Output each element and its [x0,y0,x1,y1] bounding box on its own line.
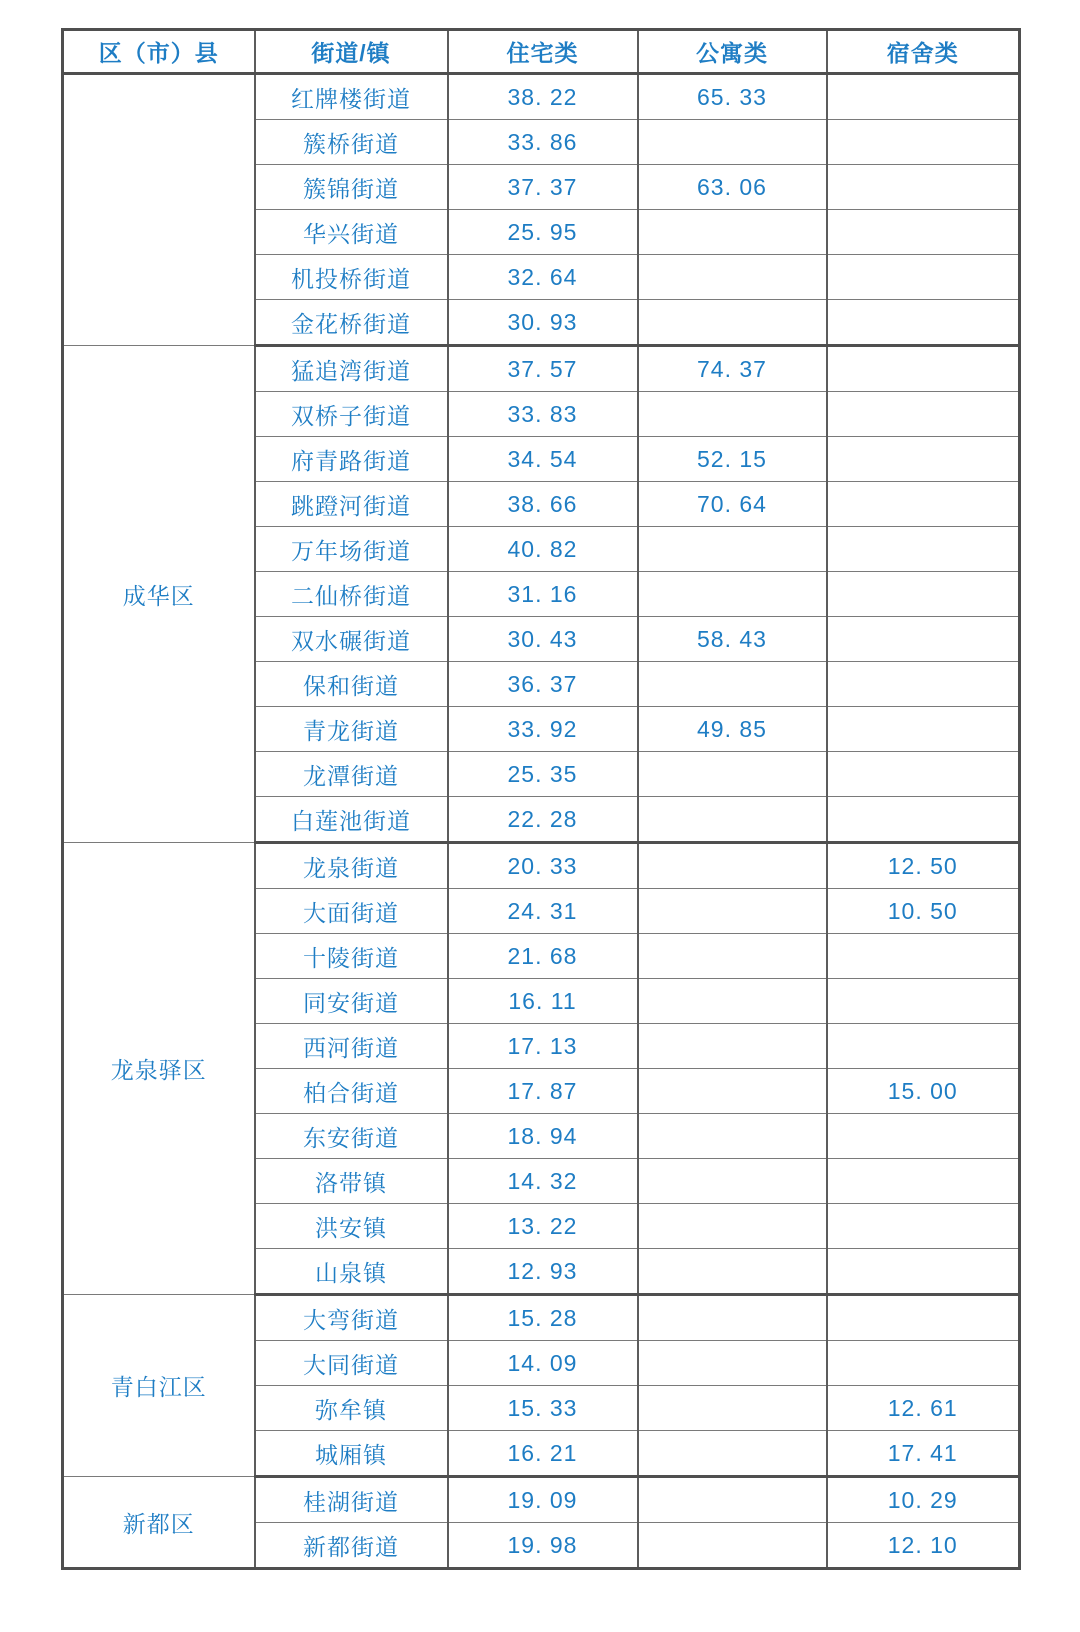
apartment-value-cell: 74. 37 [638,346,827,392]
apartment-value-cell [638,1024,827,1069]
street-cell: 洛带镇 [255,1159,448,1204]
dormitory-value-cell [827,165,1020,210]
residential-value-cell: 14. 09 [448,1341,638,1386]
street-cell: 桂湖街道 [255,1477,448,1523]
dormitory-value-cell [827,300,1020,346]
apartment-value-cell: 58. 43 [638,617,827,662]
dormitory-value-cell [827,1295,1020,1341]
header-row [63,30,1020,74]
street-cell: 华兴街道 [255,210,448,255]
street-cell: 白莲池街道 [255,797,448,843]
residential-value-cell: 13. 22 [448,1204,638,1249]
district-cell: 成华区 [63,346,255,843]
residential-value-cell: 19. 98 [448,1523,638,1569]
dormitory-value-cell [827,979,1020,1024]
apartment-value-cell [638,889,827,934]
residential-value-cell: 30. 43 [448,617,638,662]
residential-value-cell: 15. 28 [448,1295,638,1341]
street-cell: 洪安镇 [255,1204,448,1249]
street-cell: 十陵街道 [255,934,448,979]
apartment-value-cell: 52. 15 [638,437,827,482]
apartment-value-cell: 63. 06 [638,165,827,210]
apartment-value-cell [638,843,827,889]
street-cell: 龙潭街道 [255,752,448,797]
dormitory-value-cell [827,1159,1020,1204]
residential-value-cell: 12. 93 [448,1249,638,1295]
street-cell: 东安街道 [255,1114,448,1159]
residential-value-cell: 33. 86 [448,120,638,165]
residential-value-cell: 15. 33 [448,1386,638,1431]
street-cell: 万年场街道 [255,527,448,572]
dormitory-value-cell [827,1249,1020,1295]
header-residential: 住宅类 [448,30,638,74]
residential-value-cell: 38. 66 [448,482,638,527]
residential-value-cell: 16. 21 [448,1431,638,1477]
residential-value-cell: 18. 94 [448,1114,638,1159]
apartment-value-cell [638,572,827,617]
apartment-value-cell: 70. 64 [638,482,827,527]
dormitory-value-cell: 12. 50 [827,843,1020,889]
apartment-value-cell [638,1477,827,1523]
dormitory-value-cell [827,572,1020,617]
street-cell: 大弯街道 [255,1295,448,1341]
dormitory-value-cell [827,797,1020,843]
apartment-value-cell [638,1386,827,1431]
dormitory-value-cell [827,707,1020,752]
apartment-value-cell [638,1431,827,1477]
dormitory-value-cell [827,934,1020,979]
dormitory-value-cell [827,1024,1020,1069]
street-cell: 猛追湾街道 [255,346,448,392]
dormitory-value-cell: 10. 50 [827,889,1020,934]
header-apartment: 公寓类 [638,30,827,74]
apartment-value-cell: 49. 85 [638,707,827,752]
residential-value-cell: 19. 09 [448,1477,638,1523]
district-cell: 青白江区 [63,1295,255,1477]
residential-value-cell: 25. 95 [448,210,638,255]
street-cell: 西河街道 [255,1024,448,1069]
dormitory-value-cell [827,527,1020,572]
apartment-value-cell [638,979,827,1024]
street-cell: 城厢镇 [255,1431,448,1477]
district-cell: 龙泉驿区 [63,843,255,1295]
apartment-value-cell [638,392,827,437]
apartment-value-cell [638,210,827,255]
street-cell: 柏合街道 [255,1069,448,1114]
street-cell: 跳蹬河街道 [255,482,448,527]
dormitory-value-cell [827,617,1020,662]
residential-value-cell: 37. 37 [448,165,638,210]
residential-value-cell: 17. 87 [448,1069,638,1114]
street-cell: 保和街道 [255,662,448,707]
apartment-value-cell [638,255,827,300]
apartment-value-cell [638,527,827,572]
dormitory-value-cell: 17. 41 [827,1431,1020,1477]
street-cell: 金花桥街道 [255,300,448,346]
housing-price-table [61,28,1021,1570]
header-dormitory: 宿舍类 [827,30,1020,74]
dormitory-value-cell [827,662,1020,707]
apartment-value-cell [638,934,827,979]
apartment-value-cell [638,752,827,797]
street-cell: 同安街道 [255,979,448,1024]
apartment-value-cell [638,300,827,346]
table-row [63,1477,1020,1523]
street-cell: 簇桥街道 [255,120,448,165]
residential-value-cell: 37. 57 [448,346,638,392]
table-row [63,346,1020,392]
residential-value-cell: 33. 92 [448,707,638,752]
apartment-value-cell [638,1341,827,1386]
street-cell: 双桥子街道 [255,392,448,437]
street-cell: 机投桥街道 [255,255,448,300]
residential-value-cell: 14. 32 [448,1159,638,1204]
header-district: 区（市）县 [63,30,255,74]
dormitory-value-cell [827,120,1020,165]
apartment-value-cell [638,1204,827,1249]
header-street: 街道/镇 [255,30,448,74]
residential-value-cell: 31. 16 [448,572,638,617]
street-cell: 双水碾街道 [255,617,448,662]
residential-value-cell: 21. 68 [448,934,638,979]
street-cell: 红牌楼街道 [255,74,448,120]
dormitory-value-cell [827,1204,1020,1249]
apartment-value-cell [638,1295,827,1341]
dormitory-value-cell [827,210,1020,255]
street-cell: 山泉镇 [255,1249,448,1295]
dormitory-value-cell [827,437,1020,482]
residential-value-cell: 22. 28 [448,797,638,843]
street-cell: 簇锦街道 [255,165,448,210]
apartment-value-cell [638,1069,827,1114]
street-cell: 青龙街道 [255,707,448,752]
dormitory-value-cell [827,346,1020,392]
table-row [63,1295,1020,1341]
street-cell: 大面街道 [255,889,448,934]
apartment-value-cell [638,662,827,707]
apartment-value-cell [638,120,827,165]
dormitory-value-cell [827,74,1020,120]
dormitory-value-cell [827,752,1020,797]
street-cell: 新都街道 [255,1523,448,1569]
dormitory-value-cell: 10. 29 [827,1477,1020,1523]
residential-value-cell: 34. 54 [448,437,638,482]
dormitory-value-cell: 12. 61 [827,1386,1020,1431]
apartment-value-cell [638,1159,827,1204]
table-row [63,74,1020,120]
residential-value-cell: 38. 22 [448,74,638,120]
dormitory-value-cell: 15. 00 [827,1069,1020,1114]
residential-value-cell: 25. 35 [448,752,638,797]
apartment-value-cell [638,1249,827,1295]
street-cell: 二仙桥街道 [255,572,448,617]
district-cell: 新都区 [63,1477,255,1569]
apartment-value-cell [638,1114,827,1159]
table-row [63,843,1020,889]
residential-value-cell: 16. 11 [448,979,638,1024]
street-cell: 弥牟镇 [255,1386,448,1431]
street-cell: 龙泉街道 [255,843,448,889]
apartment-value-cell [638,1523,827,1569]
residential-value-cell: 20. 33 [448,843,638,889]
residential-value-cell: 17. 13 [448,1024,638,1069]
residential-value-cell: 30. 93 [448,300,638,346]
street-cell: 府青路街道 [255,437,448,482]
dormitory-value-cell [827,255,1020,300]
dormitory-value-cell [827,482,1020,527]
dormitory-value-cell: 12. 10 [827,1523,1020,1569]
dormitory-value-cell [827,1114,1020,1159]
dormitory-value-cell [827,1341,1020,1386]
apartment-value-cell: 65. 33 [638,74,827,120]
district-cell [63,74,255,346]
residential-value-cell: 24. 31 [448,889,638,934]
street-cell: 大同街道 [255,1341,448,1386]
residential-value-cell: 40. 82 [448,527,638,572]
residential-value-cell: 32. 64 [448,255,638,300]
residential-value-cell: 36. 37 [448,662,638,707]
residential-value-cell: 33. 83 [448,392,638,437]
table-body [63,74,1020,1569]
dormitory-value-cell [827,392,1020,437]
apartment-value-cell [638,797,827,843]
